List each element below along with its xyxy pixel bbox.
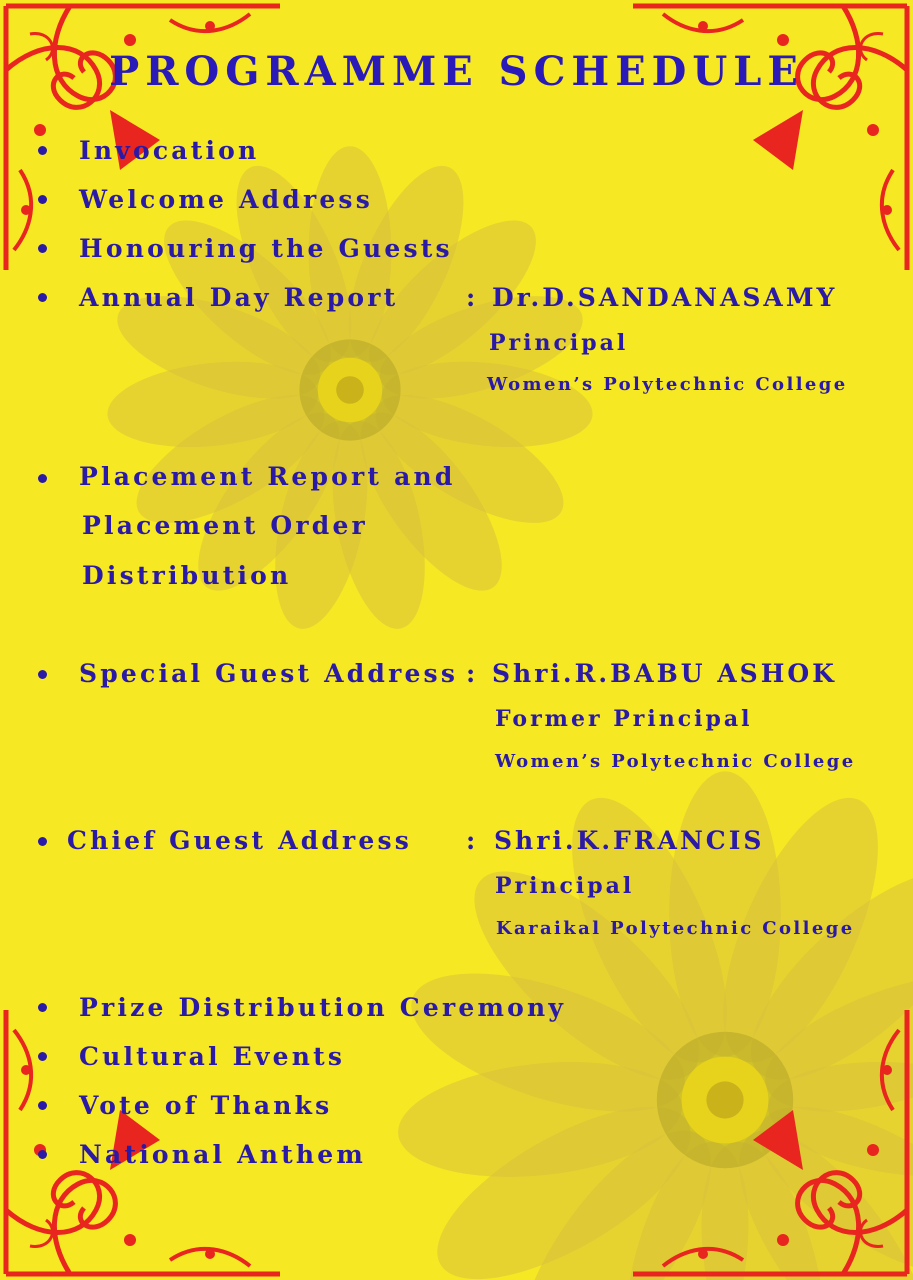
- schedule-item-special-guest-address: Special Guest Address: [79, 659, 459, 688]
- speaker-name: Shri.R.BABU ASHOK: [492, 659, 837, 688]
- bullet: [38, 670, 47, 679]
- separator-colon: :: [466, 826, 479, 855]
- corner-ornament-top-right: [633, 6, 907, 270]
- bullet: [38, 1003, 47, 1012]
- bullet: [38, 244, 47, 253]
- bullet: [38, 195, 47, 204]
- speaker-institution: Karaikal Polytechnic College: [496, 918, 855, 939]
- schedule-item-cultural-events: Cultural Events: [79, 1042, 346, 1071]
- separator-colon: :: [466, 283, 479, 312]
- bullet: [38, 293, 47, 302]
- schedule-item-chief-guest-address: Chief Guest Address: [67, 826, 413, 855]
- schedule-item-national-anthem: National Anthem: [79, 1140, 367, 1169]
- bullet: [38, 837, 47, 846]
- separator-colon: :: [466, 659, 479, 688]
- schedule-item-prize-distribution: Prize Distribution Ceremony: [79, 993, 567, 1022]
- bullet: [38, 1150, 47, 1159]
- schedule-item-annual-day-report: Annual Day Report: [79, 283, 399, 312]
- schedule-item-vote-of-thanks: Vote of Thanks: [79, 1091, 333, 1120]
- speaker-institution: Women’s Polytechnic College: [495, 751, 856, 772]
- bullet: [38, 1101, 47, 1110]
- page-title: PROGRAMME SCHEDULE: [109, 48, 804, 95]
- schedule-item-placement-report-line3: Distribution: [82, 561, 292, 590]
- schedule-item-welcome-address: Welcome Address: [79, 185, 373, 214]
- schedule-item-placement-report-line1: Placement Report and: [79, 462, 456, 491]
- bullet: [38, 1052, 47, 1061]
- speaker-name: Shri.K.FRANCIS: [494, 826, 765, 855]
- speaker-institution: Women’s Polytechnic College: [487, 374, 848, 395]
- schedule-item-placement-report-line2: Placement Order: [82, 511, 368, 540]
- speaker-designation: Principal: [489, 330, 629, 356]
- bullet: [38, 474, 47, 483]
- bullet: [38, 146, 47, 155]
- speaker-name: Dr.D.SANDANASAMY: [492, 283, 838, 312]
- speaker-designation: Former Principal: [495, 706, 753, 732]
- schedule-item-invocation: Invocation: [79, 136, 260, 165]
- speaker-designation: Principal: [495, 873, 635, 899]
- schedule-item-honouring-guests: Honouring the Guests: [79, 234, 453, 263]
